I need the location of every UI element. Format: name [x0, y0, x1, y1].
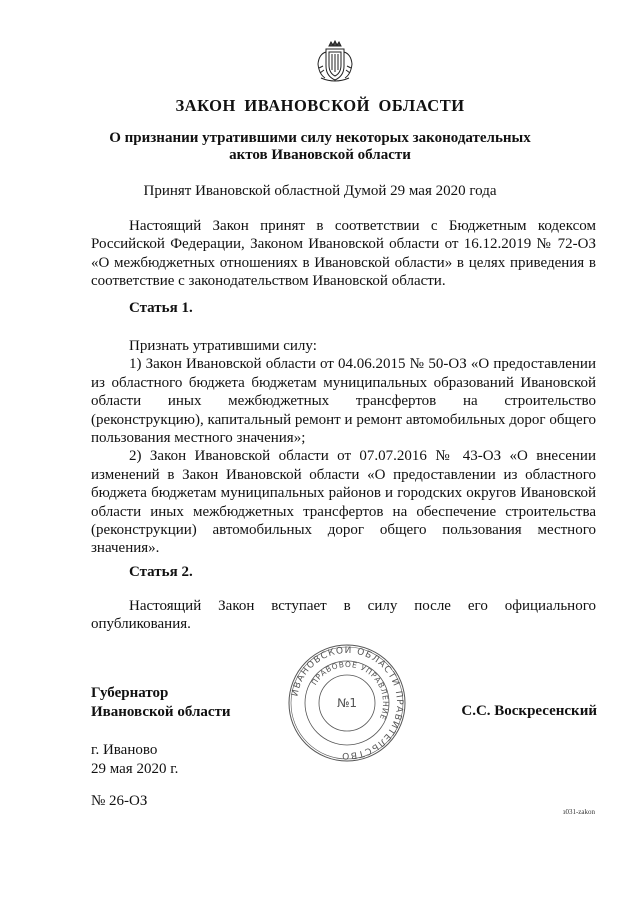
preamble-text: Настоящий Закон принят в соответствии с Бюджетным кодексом Российской Федерации, Законом Ивановской области от 16.12.2019 № 72-ОЗ «О межбюджетных отношениях в Ивановской области» в целях приведения в соответствие с законодательством Ивановской области. — [91, 218, 596, 290]
signatory-position-line-2: Ивановской области — [91, 703, 231, 720]
document-code: з031-zakon — [562, 808, 595, 816]
signatory-position-line-1: Губернатор — [91, 685, 169, 701]
article-1-item-1: 1) Закон Ивановской области от 04.06.2015 № 50-ОЗ «О предоставлении из областного бюджета бюджетам муниципальных образований Ивановской области иных межбюджетных трансфертов на строительство (реконструкцию), капитальный ремонт и ремонт автомобильных дорог общего пользования местного значения»; — [91, 356, 596, 447]
official-stamp — [287, 643, 407, 763]
signatory-position — [91, 684, 231, 721]
law-number: № 26-ОЗ — [91, 793, 148, 809]
adoption-line: Принят Ивановской областной Думой 29 мая 2020 года — [143, 183, 497, 199]
signing-date: 29 мая 2020 г. — [91, 760, 179, 777]
article-1-body — [91, 337, 596, 558]
article-2-heading: Статья 2. — [129, 564, 193, 580]
signatory-name: С.С. Воскресенский — [461, 703, 597, 719]
place-and-date — [91, 741, 178, 778]
stamp-number: №1 — [336, 696, 358, 710]
coat-of-arms-icon — [315, 40, 355, 84]
stamp-inner-text: ПРАВОВОЕ УПРАВЛЕНИЕ — [309, 659, 391, 722]
article-1-item-2: 2) Закон Ивановской области от 07.07.2016 № 43-ОЗ «О внесении изменений в Закон Ивановской области «О предоставлении из областного бюджета бюджетам муниципальных районов и городских округов Ивановской области иных межбюджетных трансфертов на обеспечение строительства (реконструкции) автомобильных дорог общего пользования местного значения». — [91, 448, 596, 557]
preamble-paragraph — [91, 217, 596, 291]
subtitle-line-2: актов Ивановской области — [229, 147, 411, 163]
article-2-text: Настоящий Закон вступает в силу после его официального опубликования. — [91, 598, 596, 633]
article-1-intro: Признать утратившими силу: — [129, 338, 317, 354]
document-subtitle — [0, 130, 640, 164]
city: г. Иваново — [91, 742, 158, 758]
document-title: ЗАКОН ИВАНОВСКОЙ ОБЛАСТИ — [175, 96, 465, 115]
stamp-outer-text: ИВАНОВСКОЙ ОБЛАСТИ ПРАВИТЕЛЬСТВО — [290, 645, 405, 761]
article-2-body — [91, 597, 596, 634]
subtitle-line-1: О признании утратившими силу некоторых законодательных — [109, 130, 531, 146]
article-1-heading: Статья 1. — [129, 300, 193, 316]
